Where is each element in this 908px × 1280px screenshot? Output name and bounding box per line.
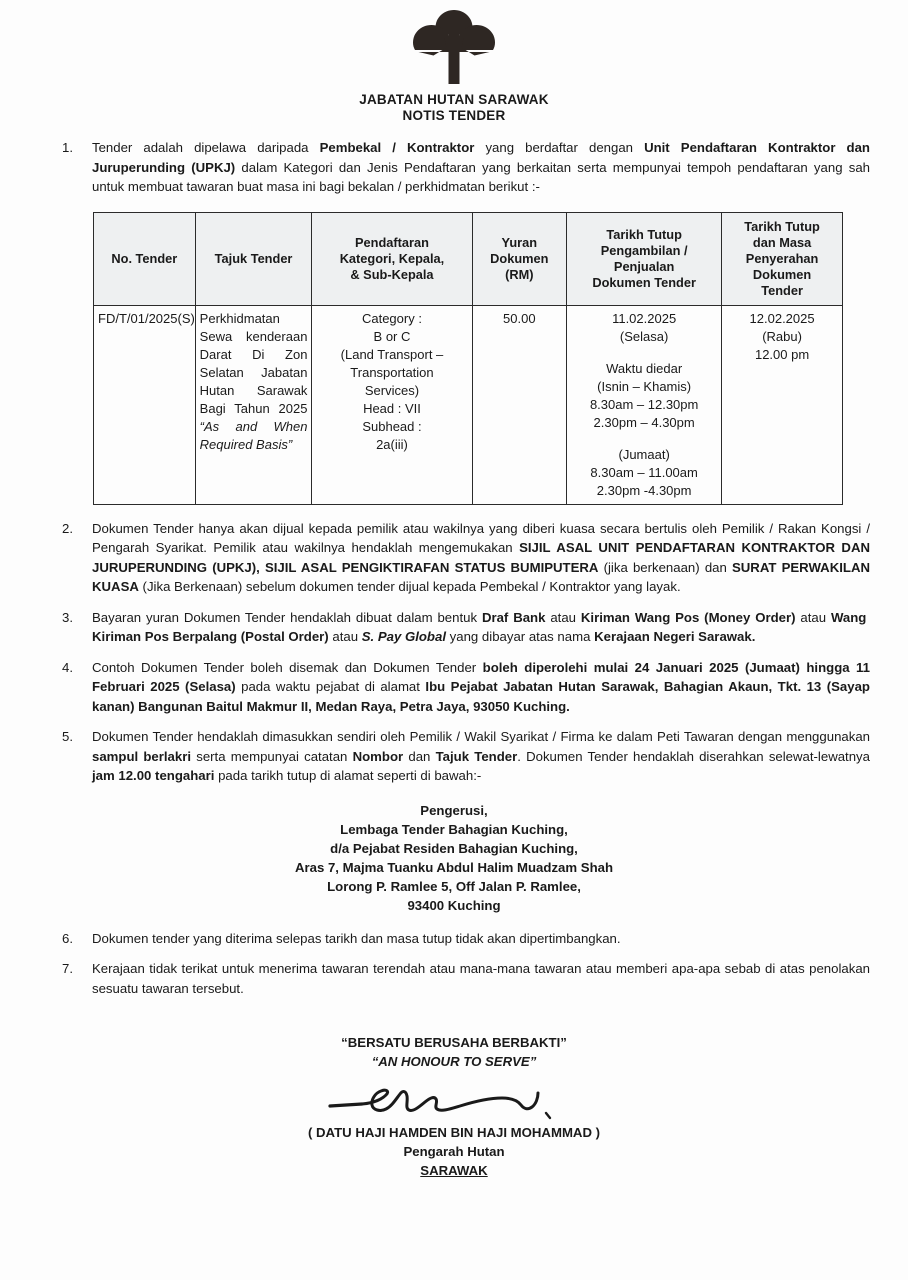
clause-text: Dokumen Tender hanya akan dijual kepada pemilik atau wakilnya yang diberi kuasa secara bertulis oleh Pemilik / Rakan Kongsi / Pengarah Syarikat. Pemilik atau wakilnya hendaklah mengemukakan SIJIL ASAL UNIT PENDAFTARAN KONTRAKTOR DAN JURUPERUNDING (UPKJ), SIJIL ASAL PENGIKTIRAFAN STATUS BUMIPUTERA (jika berkenaan) dan SURAT PERWAKILAN KUASA (Jika Berkenaan) sebelum dokumen tender dijual kepada Pembekal / Kontraktor yang layak.: [92, 520, 870, 594]
cell-no-tender: FD/T/01/2025(S): [94, 305, 196, 504]
clause-text: Bayaran yuran Dokumen Tender hendaklah dibuat dalam bentuk Draf Bank atau Kiriman Wang Pos (Money Order) atau Wang Kiriman Pos Berpalang (Postal Order) atau S. Pay Global yang dibayar atas nama Kerajaan Negeri Sarawak.: [92, 609, 871, 644]
clause-7: [62, 959, 870, 1009]
tender-table-body: [94, 305, 843, 504]
signature-container: [0, 1079, 908, 1127]
clause-list-bottom: [0, 929, 908, 1010]
cell-tajuk-tender: Perkhidmatan Sewa kenderaan Darat Di Zon Selatan Jabatan Hutan Sarawak Bagi Tahun 2025 “As and When Required Basis”: [195, 305, 312, 504]
clause-text: Dokumen Tender hendaklah dimasukkan sendiri oleh Pemilik / Wakil Syarikat / Firma ke dalam Peti Tawaran dengan menggunakan sampul berlakri serta mempunyai catatan Nombor dan Tajuk Tender. Dokumen Tender hendaklah diserahkan selewat-lewatnya jam 12.00 tengahari pada tarikh tutup di alamat seperti di bawah:-: [92, 729, 870, 783]
th-yuran: Yuran Dokumen (RM): [472, 212, 567, 305]
cell-pendaftaran: Category : B or C (Land Transport – Transportation Services) Head : VII Subhead : 2a(iii): [312, 305, 472, 504]
tender-table: [93, 212, 843, 505]
table-row: [94, 305, 843, 504]
clause-text: Kerajaan tidak terikat untuk menerima tawaran terendah atau mana-mana tawaran atau memberi apa-apa sebab di atas penolakan sesuatu tawaran tersebut.: [92, 961, 870, 996]
motto-english: “AN HONOUR TO SERVE”: [371, 1054, 537, 1069]
signee-title: Pengarah Hutan: [403, 1144, 505, 1159]
signee-block: [0, 1123, 908, 1180]
clause-6: [62, 929, 870, 960]
clause-number: 1.: [62, 140, 73, 155]
clause-4: [62, 658, 870, 728]
clause-text: Contoh Dokumen Tender boleh disemak dan Dokumen Tender boleh diperolehi mulai 24 Januari 2025 (Jumaat) hingga 11 Februari 2025 (Selasa) pada waktu pejabat di alamat Ibu Pejabat Jabatan Hutan Sarawak, Bahagian Akaun, Tkt. 13 (Sayap kanan) Bangunan Baitul Makmur II, Medan Raya, Petra Jaya, 93050 Kuching.: [92, 659, 870, 714]
table-header-row: [94, 212, 843, 305]
organization-title: [0, 92, 908, 124]
th-tarikh-tutup-pengambilan: Tarikh Tutup Pengambilan / Penjualan Dokumen Tender: [567, 212, 722, 305]
cell-tarikh-tutup-pengambilan: 11.02.2025 (Selasa) Waktu diedar (Isnin – Khamis) 8.30am – 12.30pm 2.30pm – 4.30pm (Jumaat) 8.30am – 11.00am 2.30pm -4.30pm: [567, 305, 722, 504]
th-pendaftaran: Pendaftaran Kategori, Kepala, & Sub-Kepala: [312, 212, 472, 305]
notice-type: NOTIS TENDER: [402, 108, 506, 123]
clause-number: 5.: [62, 729, 73, 744]
clause-2: [62, 519, 870, 608]
tender-table-head: [94, 212, 843, 305]
clause-3: [62, 608, 870, 658]
signee-state: SARAWAK: [420, 1163, 488, 1178]
sarawak-forest-department-tree-logo-icon: [411, 8, 497, 86]
clause-number: 2.: [62, 520, 73, 536]
clause-number: 7.: [62, 961, 73, 976]
signee-name: ( DATU HAJI HAMDEN BIN HAJI MOHAMMAD ): [307, 1125, 601, 1140]
clause-number: 4.: [62, 659, 73, 675]
th-tajuk-tender: Tajuk Tender: [195, 212, 312, 305]
clause-5: [62, 727, 870, 797]
clause-number: 3.: [62, 609, 73, 625]
submission-address-block: Pengerusi, Lembaga Tender Bahagian Kuching, d/a Pejabat Residen Bahagian Kuching, Aras 7, Majma Tuanku Abdul Halim Muadzam Shah Lorong P. Ramlee 5, Off Jalan P. Ramlee, 93400 Kuching: [294, 802, 614, 913]
org-name: JABATAN HUTAN SARAWAK: [359, 92, 549, 107]
clause-1: [62, 138, 870, 208]
motto-malay: “BERSATU BERUSAHA BERBAKTI”: [341, 1035, 567, 1050]
clause-text: Tender adalah dipelawa daripada Pembekal / Kontraktor yang berdaftar dengan Unit Pendaftaran Kontraktor dan Juruperunding (UPKJ) dalam Kategori dan Jenis Pendaftaran yang berkaitan serta mempunyai tempoh pendaftaran yang sah untuk membuat tawaran buat masa ini bagi bekalan / perkhidmatan berikut :-: [92, 140, 870, 194]
cell-tarikh-penyerahan: 12.02.2025 (Rabu) 12.00 pm: [722, 305, 843, 504]
th-tarikh-penyerahan: Tarikh Tutup dan Masa Penyerahan Dokumen Tender: [722, 212, 843, 305]
th-no-tender: No. Tender: [94, 212, 196, 305]
clause-number: 6.: [62, 930, 73, 946]
motto-block: [0, 1033, 908, 1071]
clause-list-middle: [0, 519, 908, 797]
cell-yuran: 50.00: [472, 305, 567, 504]
handwritten-signature-icon: [324, 1079, 584, 1125]
clause-list-top: [0, 138, 908, 208]
logo-container: [0, 0, 908, 86]
clause-text: Dokumen tender yang diterima selepas tarikh dan masa tutup tidak akan dipertimbangkan.: [92, 930, 621, 946]
tender-table-container: [93, 212, 843, 505]
